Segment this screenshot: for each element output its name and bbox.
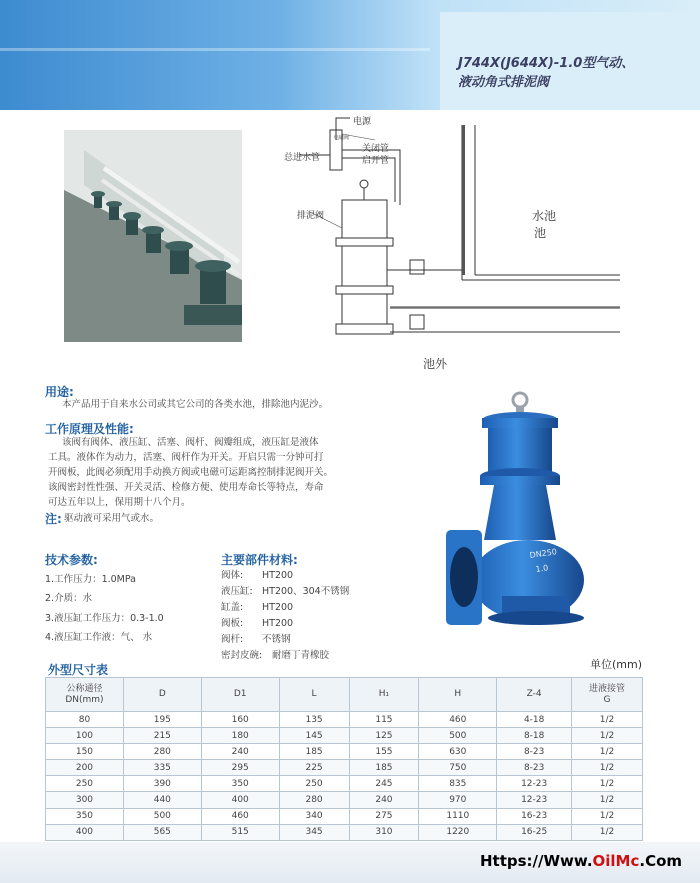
col-header-z4: Z-4	[497, 678, 572, 712]
usage-text: 本产品用于自来水公司或其它公司的各类水池，排除池内泥沙。	[62, 399, 329, 410]
note-text: 驱动液可采用气或水。	[64, 513, 160, 524]
table-cell: 225	[279, 760, 349, 776]
header-streak	[0, 48, 430, 51]
table-cell: 335	[123, 760, 201, 776]
table-cell: 500	[419, 728, 497, 744]
tech-item-4: 4.液压缸工作液：气、 水	[45, 632, 153, 643]
table-row	[46, 728, 643, 744]
col-header-d: D	[123, 678, 201, 712]
table-row	[46, 744, 643, 760]
valve-product-picture	[438, 390, 608, 625]
table-cell: 970	[419, 792, 497, 808]
label-open-pipe: 启开管	[362, 156, 390, 166]
principle-line-4: 该阀密封性性强、开关灵活、检修方便、使用寿命长等特点，寿命	[48, 482, 324, 493]
table-cell: 185	[279, 744, 349, 760]
table-cell: 4-18	[497, 712, 572, 728]
table-cell: 460	[419, 712, 497, 728]
material-value-6: 耐磨丁青橡胶	[272, 650, 330, 661]
col-header-d1: D1	[201, 678, 279, 712]
table-body	[46, 712, 643, 841]
table-cell: 250	[279, 776, 349, 792]
table-row	[46, 792, 643, 808]
table-cell: 115	[349, 712, 419, 728]
tech-item-1: 1.工作压力：1.0MPa	[45, 574, 136, 585]
table-cell: 390	[123, 776, 201, 792]
valve-label-pressure: 1.0	[535, 563, 549, 574]
material-value-5: 不锈钢	[262, 634, 291, 645]
table-cell: 150	[46, 744, 124, 760]
table-row	[46, 824, 643, 840]
table-row	[46, 776, 643, 792]
table-cell: 240	[349, 792, 419, 808]
material-value-2: HT200、304不锈钢	[262, 586, 350, 597]
table-cell: 400	[46, 824, 124, 840]
material-name-4: 阀板:	[221, 618, 244, 629]
installation-photo-drawing	[64, 130, 242, 342]
material-name-3: 缸盖:	[221, 602, 244, 613]
table-cell: 1/2	[572, 744, 643, 760]
table-cell: 350	[46, 808, 124, 824]
table-cell: 340	[279, 808, 349, 824]
label-outside: 池外	[423, 357, 448, 371]
material-name-6: 密封皮碗:	[221, 650, 263, 661]
principle-title: 工作原理及性能:	[45, 422, 134, 436]
table-cell: 1110	[419, 808, 497, 824]
label-close-pipe: 关闭管	[362, 144, 390, 154]
table-cell: 400	[201, 792, 279, 808]
table-header-row	[46, 678, 643, 712]
table-cell: 16-25	[497, 824, 572, 840]
table-row	[46, 712, 643, 728]
table-cell: 250	[46, 776, 124, 792]
table-cell: 125	[349, 728, 419, 744]
tech-item-3: 3.液压缸工作压力：0.3-1.0	[45, 613, 164, 624]
table-cell: 280	[279, 792, 349, 808]
principle-line-3: 开阀板，此阀必须配用手动换方阀或电磁可运距离控制排泥阀开关。	[48, 467, 334, 478]
table-cell: 80	[46, 712, 124, 728]
table-cell: 565	[123, 824, 201, 840]
principle-line-1: 该阀有阀体、液压缸、活塞、阀杆、阀瓣组成，液压缸是液体	[62, 437, 319, 448]
label-valve: 排泥阀	[297, 211, 325, 221]
col-header-h1: H₁	[349, 678, 419, 712]
table-cell: 100	[46, 728, 124, 744]
table-row	[46, 760, 643, 776]
table-cell: 1/2	[572, 792, 643, 808]
table-cell: 8-18	[497, 728, 572, 744]
table-row	[46, 808, 643, 824]
table-cell: 1/2	[572, 776, 643, 792]
table-cell: 8-23	[497, 760, 572, 776]
col-header-l: L	[279, 678, 349, 712]
col-header-g: 进液接管 G	[572, 678, 643, 712]
label-power: 电源	[353, 117, 372, 127]
pool-label-line2: 池	[534, 226, 547, 240]
table-cell: 440	[123, 792, 201, 808]
table-cell: 835	[419, 776, 497, 792]
watermark-suffix: .Com	[639, 852, 683, 870]
label-solenoid: 电磁阀	[334, 135, 350, 141]
table-cell: 185	[349, 760, 419, 776]
principle-line-5: 可达五年以上，保用期十八个月。	[48, 497, 191, 508]
dimensions-table	[45, 677, 643, 841]
table-cell: 12-23	[497, 776, 572, 792]
label-main-inlet: 总进水管	[284, 153, 321, 163]
materials-title: 主要部件材料:	[221, 553, 298, 567]
material-value-4: HT200	[262, 618, 294, 629]
table-cell: 1/2	[572, 808, 643, 824]
tech-title: 技术参数:	[45, 553, 98, 567]
table-cell: 135	[279, 712, 349, 728]
table-cell: 1/2	[572, 824, 643, 840]
material-value-1: HT200	[262, 570, 294, 581]
product-title-line1: J744X(J644X)-1.0型气动、	[458, 56, 635, 71]
table-cell: 345	[279, 824, 349, 840]
table-cell: 240	[201, 744, 279, 760]
table-cell: 8-23	[497, 744, 572, 760]
material-name-1: 阀体:	[221, 570, 244, 581]
watermark	[480, 852, 682, 870]
note-label: 注:	[45, 512, 62, 526]
table-cell: 155	[349, 744, 419, 760]
principle-line-2: 工具。液体作为动力，活塞、阀杆作为开关。开启只需一分钟可打	[48, 452, 324, 463]
table-cell: 280	[123, 744, 201, 760]
material-value-3: HT200	[262, 602, 294, 613]
table-cell: 145	[279, 728, 349, 744]
dimensions-title: 外型尺寸表	[48, 663, 109, 677]
watermark-prefix: Https://Www.	[480, 852, 593, 870]
product-title-line2: 液动角式排泥阀	[458, 75, 550, 90]
table-cell: 16-23	[497, 808, 572, 824]
table-cell: 12-23	[497, 792, 572, 808]
dimensions-unit: 单位(mm)	[590, 658, 643, 671]
material-name-5: 阀杆:	[221, 634, 244, 645]
table-cell: 295	[201, 760, 279, 776]
table-cell: 1/2	[572, 728, 643, 744]
installation-photo	[64, 130, 242, 342]
table-cell: 195	[123, 712, 201, 728]
table-cell: 1220	[419, 824, 497, 840]
installation-diagram	[270, 110, 700, 372]
table-cell: 1/2	[572, 760, 643, 776]
table-cell: 460	[201, 808, 279, 824]
table-cell: 245	[349, 776, 419, 792]
valve-drawing	[438, 390, 608, 625]
label-pool: 水池	[532, 209, 557, 223]
table-cell: 160	[201, 712, 279, 728]
table-cell: 300	[46, 792, 124, 808]
material-name-2: 液压缸:	[221, 586, 253, 597]
table-cell: 515	[201, 824, 279, 840]
col-header-dn: 公称通径 DN(mm)	[46, 678, 124, 712]
valve-label-size: DN250	[529, 547, 558, 560]
watermark-brand: OilMc	[592, 852, 640, 870]
table-cell: 1/2	[572, 712, 643, 728]
table-cell: 200	[46, 760, 124, 776]
table-cell: 180	[201, 728, 279, 744]
table-cell: 750	[419, 760, 497, 776]
col-header-h: H	[419, 678, 497, 712]
table-cell: 500	[123, 808, 201, 824]
table-cell: 630	[419, 744, 497, 760]
tech-item-2: 2.介质：水	[45, 593, 93, 604]
diagram-drawing	[270, 110, 700, 372]
table-cell: 310	[349, 824, 419, 840]
usage-title: 用途:	[45, 385, 74, 399]
table-cell: 215	[123, 728, 201, 744]
table-cell: 350	[201, 776, 279, 792]
table-cell: 275	[349, 808, 419, 824]
